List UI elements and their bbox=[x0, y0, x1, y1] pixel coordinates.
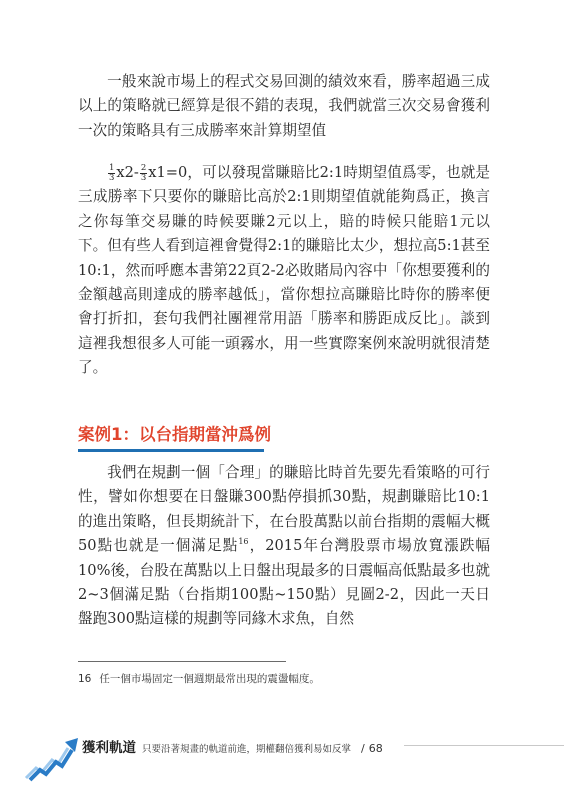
formula-text: x2- bbox=[116, 164, 139, 181]
footnote-reference[interactable]: 16 bbox=[238, 537, 249, 547]
fraction-two-thirds bbox=[140, 164, 147, 183]
expected-value-paragraph bbox=[78, 161, 490, 381]
case-study-text-before: 我們在規劃一個「合理」的賺賠比時首先要先看策略的可行性，譬如你想要在日盤賺300點停損抓30點，規劃賺賠比10:1的進出策略，但長期統計下，在台股萬點以前台指期的震幅大概50點也就是一個滿足點 bbox=[78, 464, 490, 555]
footer-brand: 獲利軌道 bbox=[82, 740, 136, 756]
fraction-denominator: 3 bbox=[109, 172, 115, 183]
case-study-paragraph bbox=[78, 461, 490, 632]
fraction-numerator: 2 bbox=[140, 162, 147, 173]
intro-paragraph-text: 一般來說市場上的程式交易回測的績效來看，勝率超過三成以上的策略就已經算是很不錯的表現，我們就當三次交易會獲利一次的策略具有三成勝率來計算期望值 bbox=[78, 73, 490, 139]
page-number: 68 bbox=[368, 742, 383, 755]
intro-paragraph bbox=[78, 70, 490, 143]
fraction-numerator: 1 bbox=[109, 162, 115, 173]
expected-value-text: x1=0，可以發現當賺賠比2:1時期望值爲零，也就是三成勝率下只要你的賺賠比高於2:1則期望值就能夠爲正，換言之你每筆交易賺的時候要賺2元以上，賠的時候只能賠1元以下。但有些人看到這裡會覺得2:1的賺賠比太少，想拉高5:1甚至10:1，然而呼應本書第22頁2-2必敗賭局內容中「你想要獲利的金額越高則達成的勝率越低」，當你想拉高賺賠比時你的勝率便會打折扣，套句我們社團裡常用語「勝率和勝距成反比」。談到這裡我想很多人可能一頭霧水，用一些實際案例來說明就很清楚了。 bbox=[78, 164, 490, 377]
footnote-text: 任一個市場固定一個週期最常出現的震盪幅度。 bbox=[99, 673, 320, 685]
footnote bbox=[78, 671, 498, 687]
footer-slogan: 只要沿著規畫的軌道前進，期權翻倍獲利易如反掌 bbox=[142, 744, 352, 755]
footer-separator: / bbox=[361, 742, 365, 755]
footnote-number: 16 bbox=[78, 673, 92, 685]
case-study-text-after: ，2015年台灣股票市場放寬漲跌幅10%後，台股在萬點以上日盤出現最多的日震幅高低點最多也就2~3個滿足點（台指期100點~150點）見圖2-2，因此一天日盤跑300點這樣的規劃等同緣木求魚，自然 bbox=[78, 537, 490, 628]
fraction-one-third bbox=[108, 164, 115, 183]
section-heading: 案例1：以台指期當沖爲例 bbox=[78, 425, 271, 444]
section-heading-underline bbox=[78, 449, 264, 452]
page-footer bbox=[82, 736, 383, 756]
footnote-divider bbox=[78, 661, 286, 662]
rising-arrow-logo-icon bbox=[22, 712, 80, 782]
footer-rule bbox=[404, 745, 564, 746]
fraction-denominator: 3 bbox=[140, 172, 147, 183]
